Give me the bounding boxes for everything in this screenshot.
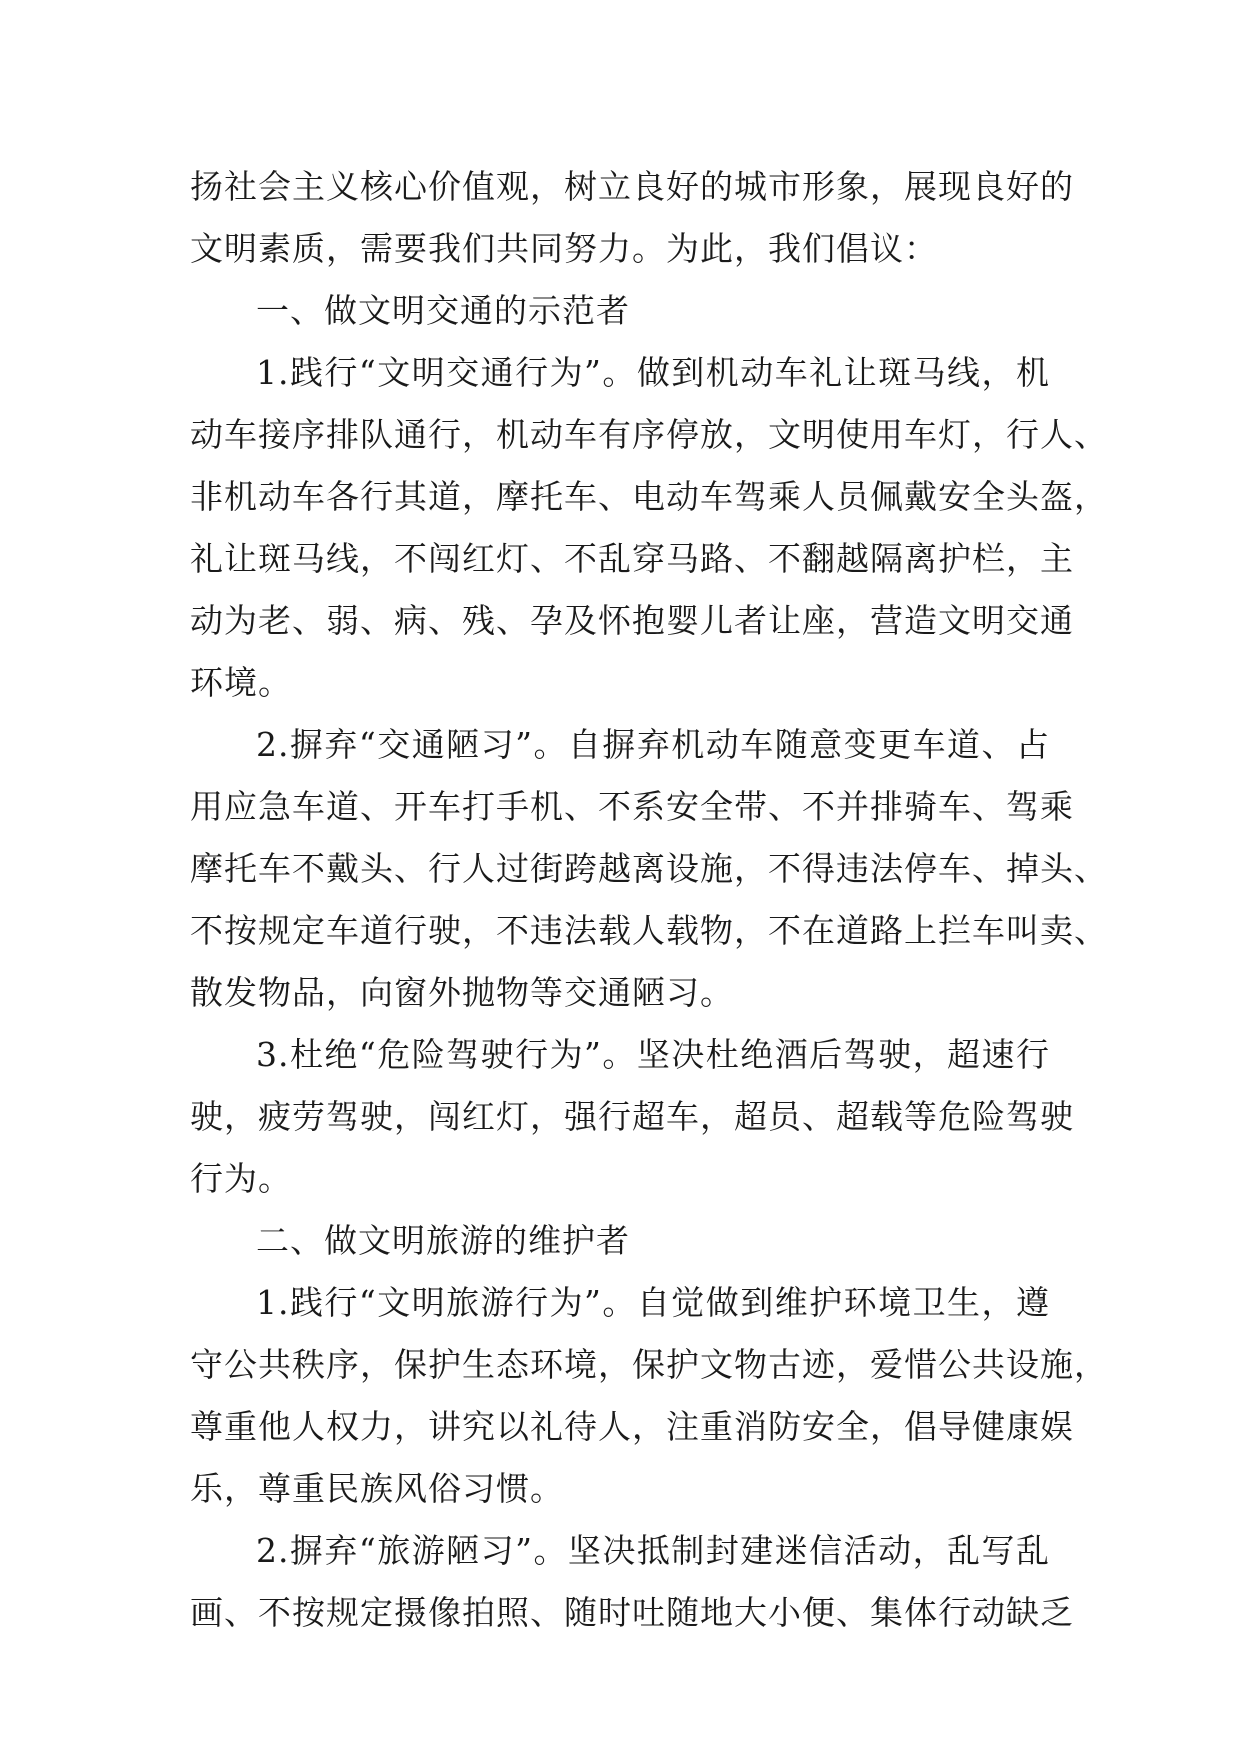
text-line: 散发物品，向窗外抛物等交通陋习。 [190, 973, 734, 1012]
text-line: 行为。 [190, 1159, 292, 1198]
text-line: 尊重他人权力，讲究以礼待人，注重消防安全，倡导健康娱 [190, 1407, 1074, 1446]
text-line: 环境。 [190, 663, 292, 702]
section-heading: 二、做文明旅游的维护者 [256, 1221, 630, 1260]
text-line: 乐，尊重民族风俗习惯。 [190, 1469, 564, 1508]
text-line: 1.践行“文明旅游行为”。自觉做到维护环境卫生，遵 [256, 1283, 1050, 1322]
text-line: 画、不按规定摄像拍照、随时吐随地大小便、集体行动缺乏 [190, 1593, 1074, 1632]
document-body [190, 156, 1108, 1644]
section-heading: 一、做文明交通的示范者 [256, 291, 630, 330]
text-line: 1.践行“文明交通行为”。做到机动车礼让斑马线，机 [256, 353, 1050, 392]
text-line: 文明素质，需要我们共同努力。为此，我们倡议： [190, 229, 938, 268]
text-line: 不按规定车道行驶，不违法载人载物，不在道路上拦车叫卖、 [190, 911, 1108, 950]
text-line: 摩托车不戴头、行人过街跨越离设施，不得违法停车、掉头、 [190, 849, 1108, 888]
text-line: 守公共秩序，保护生态环境，保护文物古迹，爱惜公共设施， [190, 1345, 1108, 1384]
text-line: 动车接序排队通行，机动车有序停放，文明使用车灯，行人、 [190, 415, 1108, 454]
text-line: 2.摒弃“旅游陋习”。坚决抵制封建迷信活动，乱写乱 [256, 1531, 1050, 1570]
text-line: 扬社会主义核心价值观，树立良好的城市形象，展现良好的 [190, 167, 1074, 206]
text-line: 非机动车各行其道，摩托车、电动车驾乘人员佩戴安全头盔， [190, 477, 1108, 516]
text-line: 驶，疲劳驾驶，闯红灯，强行超车，超员、超载等危险驾驶 [190, 1097, 1074, 1136]
text-line: 动为老、弱、病、残、孕及怀抱婴儿者让座，营造文明交通 [190, 601, 1074, 640]
text-line: 2.摒弃“交通陋习”。自摒弃机动车随意变更车道、占 [256, 725, 1050, 764]
text-line: 3.杜绝“危险驾驶行为”。坚决杜绝酒后驾驶，超速行 [256, 1035, 1050, 1074]
text-line: 用应急车道、开车打手机、不系安全带、不并排骑车、驾乘 [190, 787, 1074, 826]
text-line: 礼让斑马线，不闯红灯、不乱穿马路、不翻越隔离护栏，主 [190, 539, 1074, 578]
